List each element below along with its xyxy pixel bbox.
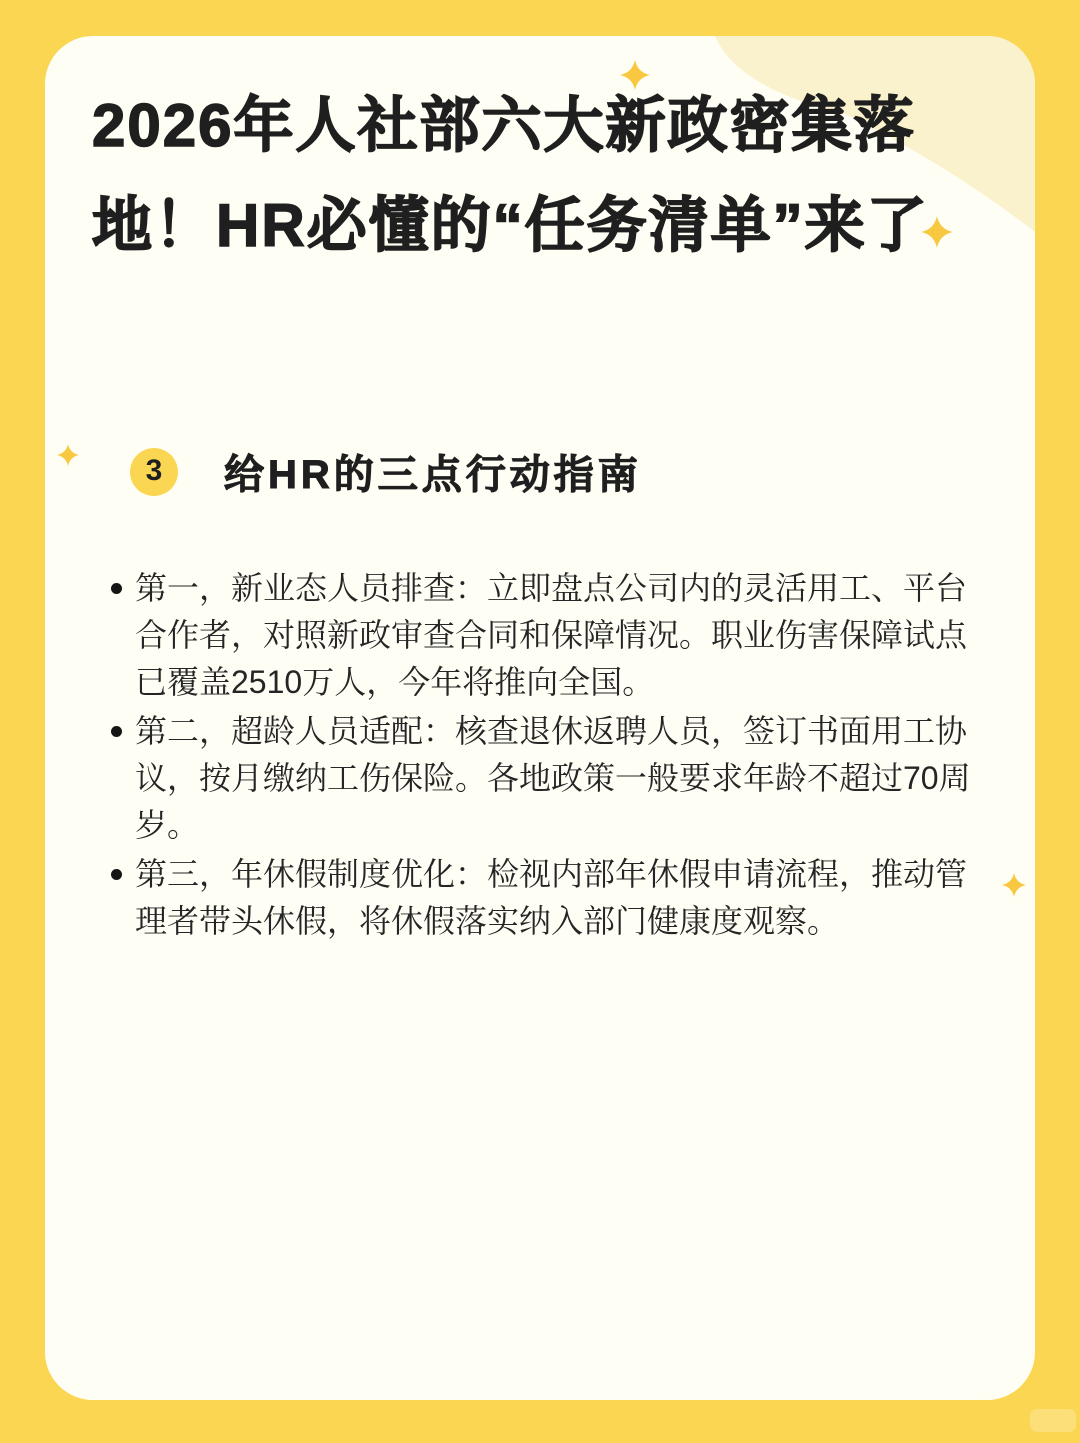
guide-item-text: 第二，超龄人员适配：核查退休返聘人员，签订书面用工协议，按月缴纳工伤保险。各地政策一般要求年龄不超过70周岁。 [135,713,971,843]
sparkle-icon [57,444,79,466]
guide-item [108,708,998,849]
sparkle-shape [1002,873,1026,897]
watermark [1030,1409,1076,1432]
bullet-dot [111,869,122,880]
sparkle-shape [57,444,79,466]
guide-item [108,851,998,945]
guide-item [108,565,998,706]
sparkle-icon [1002,870,1026,900]
title-line-1: 2026年人社部六大新政密集落 [92,92,916,159]
section-heading: 给HR的三点行动指南 [224,453,642,497]
bullet-dot [111,583,122,594]
guide-item-text: 第一，新业态人员排查：立即盘点公司内的灵活用工、平台合作者，对照新政审查合同和保障情况。职业伤害保障试点已覆盖2510万人，今年将推向全国。 [135,570,968,700]
section-number-badge [130,448,178,496]
section-number: 3 [145,453,163,487]
section-header [130,443,642,500]
title-line-2: 地！HR必懂的“任务清单”来了 [92,192,929,259]
content-card [45,36,1035,1400]
post-title [92,76,992,276]
guide-item-text: 第三，年休假制度优化：检视内部年休假申请流程，推动管理者带头休假，将休假落实纳入部门健康度观察。 [135,856,968,939]
guide-list [108,565,998,947]
bullet-dot [111,726,122,737]
